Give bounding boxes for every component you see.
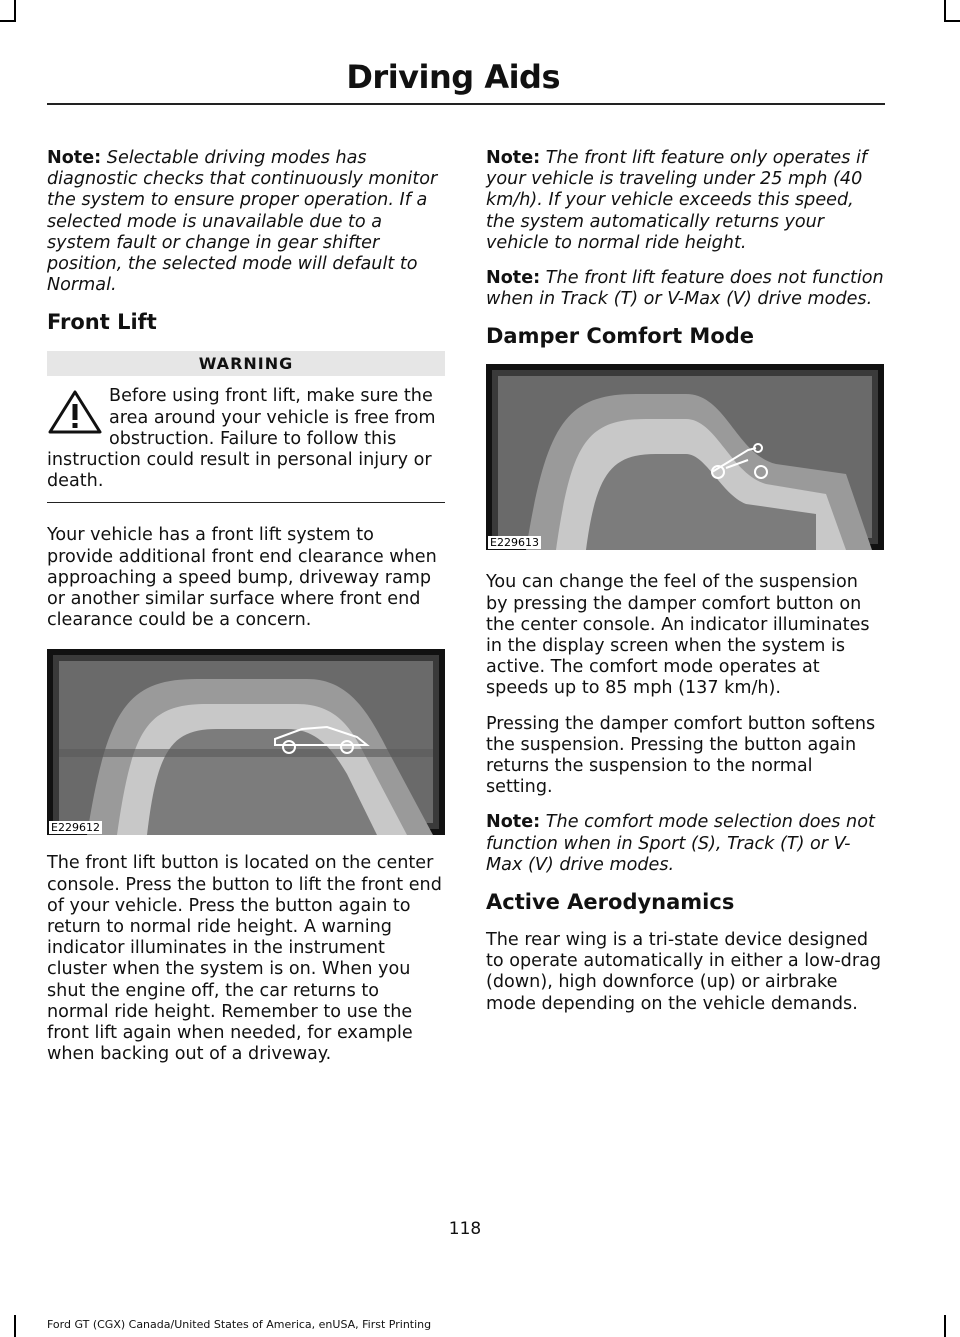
note-label: Note:: [486, 812, 541, 833]
header-divider: [47, 103, 885, 105]
note-paragraph: [486, 812, 884, 876]
note-text: The front lift feature only operates if your vehicle is traveling under 25 mph (40 km/h). If your vehicle exceeds this speed, the system automatically returns your vehicle to normal ride height.: [486, 148, 868, 253]
note-paragraph: [486, 148, 884, 254]
warning-header: WARNING: [47, 351, 445, 376]
damper-comfort-description: You can change the feel of the suspension by pressing the damper comfort button on the center console. An indicator illuminates in the display screen when the system is active. The comfort mode operates at speeds up to 85 mph (137 km/h).: [486, 572, 870, 699]
crop-mark: [14, 1315, 16, 1337]
right-column: [486, 148, 884, 1029]
section-heading-active-aerodynamics: Active Aerodynamics: [486, 890, 735, 915]
front-lift-display-image: [47, 649, 445, 835]
warning-box: [47, 386, 445, 492]
note-label: Note:: [47, 148, 102, 168]
section-heading-damper-comfort: Damper Comfort Mode: [486, 324, 755, 349]
note-text: The front lift feature does not function when in Track (T) or V-Max (V) drive modes.: [486, 268, 884, 310]
warning-triangle-icon: [47, 390, 103, 434]
note-label: Note:: [486, 268, 541, 289]
crop-mark: [14, 0, 16, 22]
warning-text: Before using front lift, make sure the area around your vehicle is free from obstruction. Failure to follow this instruction could result in personal injury or death.: [47, 386, 436, 492]
left-column: [47, 148, 445, 1079]
active-aero-description: The rear wing is a tri-state device designed to operate automatically in either a low-drag (down), high downforce (up) or airbrake mode depending on the vehicle demands.: [486, 930, 882, 1014]
front-lift-instructions: The front lift button is located on the center console. Press the button to lift the front end of your vehicle. Press the button again to return to normal ride height. A warning indicator illuminates in the instrument cluster when the system is on. When you shut the engine off, the car returns to normal ride height. Remember to use the front lift again when needed, for example when backing out of a driveway.: [47, 853, 442, 1065]
page-title: Driving Aids: [346, 58, 560, 96]
crop-mark: [944, 20, 960, 22]
note-paragraph: [47, 148, 445, 296]
section-heading-front-lift: Front Lift: [47, 310, 157, 335]
footer-text: Ford GT (CGX) Canada/United States of America, enUSA, First Printing: [47, 1318, 432, 1331]
figure-code: E229613: [490, 536, 539, 550]
page-number: 118: [448, 1219, 482, 1239]
crop-mark: [944, 1315, 946, 1337]
crop-mark: [0, 20, 16, 22]
note-text: Selectable driving modes has diagnostic checks that continuously monitor the system to ensure proper operation. If a selected mode is unavailable due to a system fault or change in gear shifter position, the selected mode will default to Normal.: [47, 148, 438, 296]
note-paragraph: [486, 268, 884, 310]
front-lift-intro: Your vehicle has a front lift system to provide additional front end clearance when approaching a speed bump, driveway ramp or another similar surface where front end clearance could be a concern.: [47, 525, 437, 631]
figure-code: E229612: [51, 821, 100, 835]
damper-comfort-usage: Pressing the damper comfort button softens the suspension. Pressing the button again returns the suspension to the normal setting.: [486, 713, 876, 798]
note-label: Note:: [486, 148, 541, 168]
damper-comfort-display-image: [486, 364, 884, 550]
note-text: The comfort mode selection does not function when in Sport (S), Track (T) or V-Max (V) drive modes.: [486, 812, 875, 875]
warning-divider: [47, 502, 445, 503]
crop-mark: [944, 0, 946, 22]
